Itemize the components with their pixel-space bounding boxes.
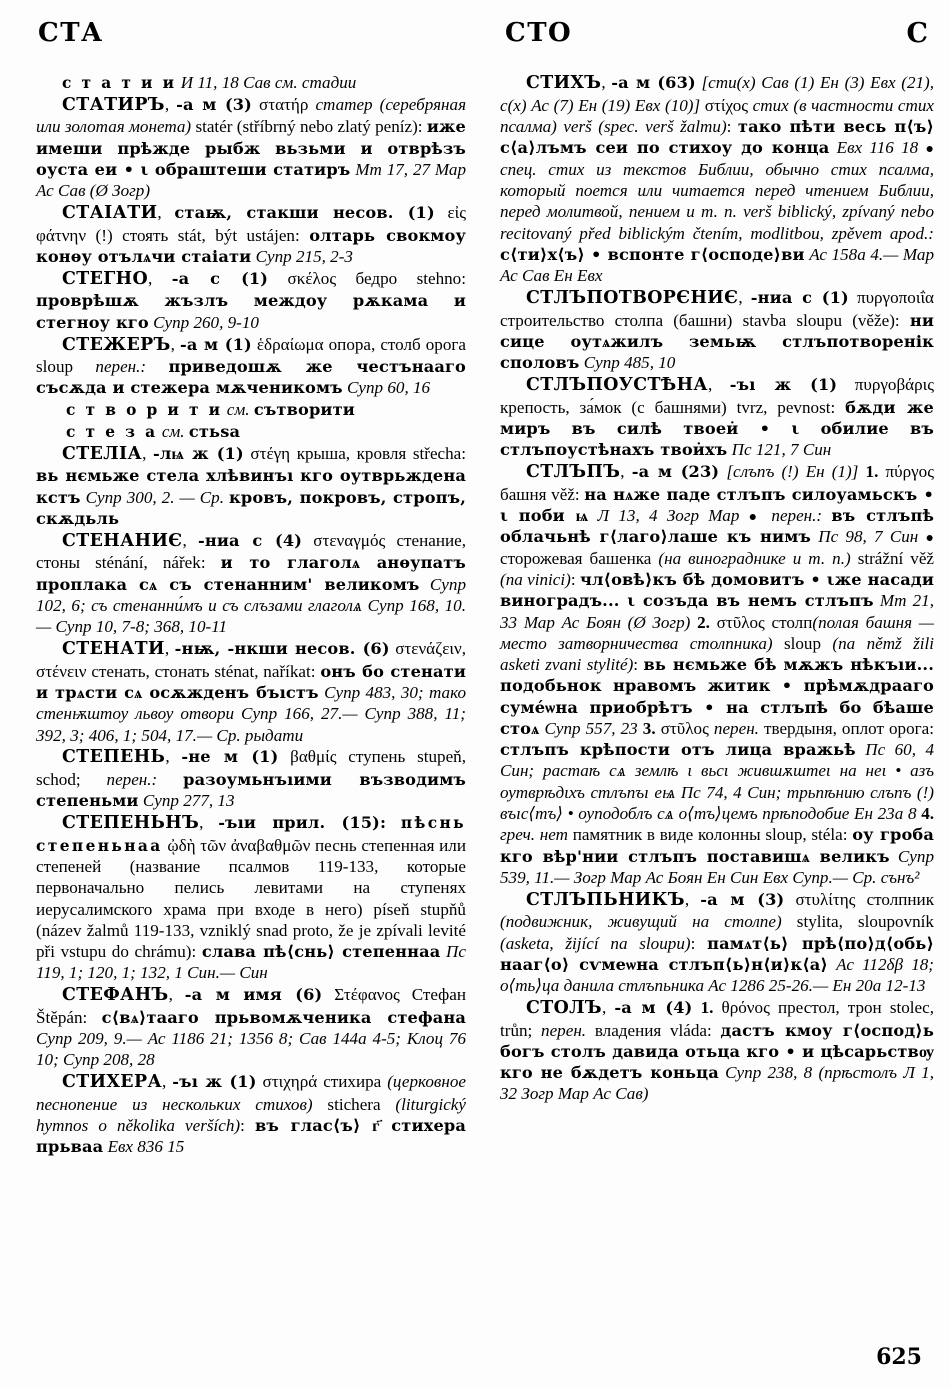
russian-gloss-head: столпник — [866, 889, 935, 909]
citation: слава пѣ⟨снь⟩ степеннаа — [201, 942, 441, 962]
czech-gloss-head: stichera — [327, 1094, 381, 1114]
sense2-source: Супр 557, 23 — [544, 718, 638, 738]
sense1b-citation: въ стлъпѣ облачьнѣ г⟨лаго⟩лаше къ нимъ — [500, 505, 934, 547]
citation: тако пѣти весь п⟨ъ⟩с⟨а⟩лъмъ сеи по стихоу до конца — [500, 116, 935, 158]
entry-stenati: СТЕНАТИ, -нѭ, -нкши несов. (6) στενάζειν, στένειν стенать, стонать sténat, naříkat: онъ бо стенати и трѧсти сѧ осѫжденъ бъıстъ Супр 483, 30; тако стенѭштоу львоу отвори Супр 166, 27.— Супр 388, 11; 392, 3; 406, 1; 504, 17.— Ср. рыдати — [36, 639, 466, 745]
headword: СТИХЪ — [526, 73, 602, 93]
czech-gloss-paren: (asketa, žijící na sloupu) — [500, 933, 691, 953]
headword: СТОЛЪ — [526, 997, 602, 1018]
sense1c-czech: strážní věž — [857, 548, 935, 568]
czech-gloss: píseň stupňů (název žalmů 119-133, vzniklý snad proto, že je zpívali levité při vstupu do chrámu) — [36, 899, 466, 962]
sense4-czech: sloup, stéla — [765, 825, 843, 845]
sense2-citation: с⟨ти⟩х⟨ъ⟩ • вспонте г⟨осподе⟩ви — [500, 244, 805, 264]
grammar: -а м (3) — [176, 94, 252, 114]
grammar: -а м имя (6) — [184, 985, 323, 1005]
czech-gloss: sténání, nářek — [95, 553, 201, 573]
source-ref: Супр 102, 6; съ стенанни́мъ и съ слъзами глаголѧ Супр 168, 10.— Супр 10, 7-8; 368, 10-11 — [36, 574, 466, 637]
russian-gloss-head: стихира — [323, 1072, 382, 1092]
usage-note: перен.: — [95, 357, 147, 377]
headword: СТЕЛІА — [62, 443, 143, 464]
grammar: -лѩ ж (1) — [152, 443, 244, 463]
sense2-russian-head: столп — [771, 612, 813, 632]
right-column — [500, 72, 934, 1105]
greek-equivalent: στιχηρά — [262, 1072, 318, 1092]
citation: с⟨вѧ⟩тааго прьвомѫченика стефана — [101, 1007, 466, 1027]
variant-forms: [сти(х) Сав (1) Ен (3) Евх (21), с(х) Ас (7) Ен (19) Евх (10)] — [500, 73, 935, 115]
entry-stlbpb: СТЛЪПЪ, -а м (23) [слъпъ (!) Ен (1)] 1. πύργος башня věž: на нѧже паде стлъпъ силоуамьскъ • ι поби ѩ Л 13, 4 Зогр Мар ● перен.: въ стлъпѣ облачьнѣ г⟨лаго⟩лаше къ нимъ Пс 98, 7 Син ● сторожевая башенка (на винограднике и т. п.) strážní věž (na vinici): чл⟨овѣ⟩къ бѣ домовитъ • ιже насади виноградъ... ι созъда въ немъ стлъпъ Мт 21, 33 Мар Ас Боян (Ø Зогр) 2. στῦλος столп(полая башня — место затворничества столпника) sloup (na němž žili asketi zvani stylité): вь нємьже бѣ мѫжъ нѣкъıи... подобьнок нравомъ житик • прѣмѫдрааго суме́ѡна приобрѣтъ • на стлъпѣ бо бѣаше стоѧ Супр 557, 23 3. στῦλος перен. твердыня, оплот орога: стлъпъ крѣпости отъ лица вражьѣ Пс 60, 4 Син; растаѣ сѧ землѣ ι вьсι жившѫштеι на неι • азъ оутврѣдιхъ стлъпъı еѩ Пс 74, 4 Син; трьпѣнию слъпъ (!) въıс⟨тъ⟩ • оуподоблъ сѧ о⟨тъ⟩цемъ прѣподобие Ен 23а 8 4. греч. нет памятник в виде колонны sloup, stéla: оу гроба кго вѣр'нии стлъпъ поставишѧ великъ Супр 539, 11.— Зогр Мар Ас Боян Ен Син Евх Супр.— Ср. сънъ² — [500, 461, 934, 888]
headword: СТИХЕРА — [62, 1072, 163, 1093]
source-ref: Мт 17, 27 Мар Ас Сав (Ø Зогр) — [36, 160, 466, 201]
source-ref: Пс 121, 7 Син — [731, 440, 832, 460]
headword: СТЕПЕНЬ — [62, 747, 166, 768]
entry-stihera: СТИХЕРА, -ъı ж (1) στιχηρά стихира (церковное песнопение из нескольких стихов) stichera (liturgický hymnos o několika verších): въ глас⟨ъ⟩ г҃ стихера прьваа Евх 836 15 — [36, 1072, 466, 1157]
compare-ref: — Ср. — [179, 487, 224, 507]
czech-gloss: stupeň, schod — [36, 747, 466, 789]
russian-gloss: Стефан — [411, 985, 466, 1005]
greek-equivalent: ᾠδὴ τῶν ἀναβαθμῶν — [167, 835, 311, 855]
sense1c-source: Мт 21, 33 Мар Ас Боян (Ø Зогр) — [500, 591, 934, 632]
entry-stenanije: СТЕНАНИЄ, -ниа с (4) στεναγμός стенание, стоны sténání, nářek: и то глаголѧ анѳупатъ проплака сѧ съ стенанним' великомъ Супр 102, 6; съ стенанни́мъ и съ слъзами глаголѧ Супр 168, 10.— Супр 10, 7-8; 368, 10-11 — [36, 530, 466, 637]
sense1-citation: на нѧже паде стлъпъ силоуамьскъ • ι поби ѩ — [500, 484, 934, 525]
czech-gloss: střecha — [412, 443, 462, 463]
greek-equivalent: στυλίτης — [795, 889, 856, 909]
sense1c-czech-paren: (na vinici) — [500, 569, 571, 589]
citation: вь нємьже стела хлѣвинъı кго оутврьждена кстъ — [36, 466, 466, 507]
czech-gloss-paren: (liturgický hymnos o několika verších) — [36, 1094, 466, 1136]
russian-gloss-paren: (подвижник, живущий на столпе) — [500, 912, 782, 932]
entry-staiati: СТАІАТИ, стаѭ, стакши несов. (1) εἰς φάτνην (!) стоять stát, být ustájen: олтарь свокмоу конѳу отълѧчи стаіати Супр 215, 2-3 — [36, 203, 467, 266]
citation: дастъ кмоу г⟨оспод⟩ь богъ столъ давида отьца кго • и цѣсарьствѹ кго не бѫдетъ коньца — [500, 1020, 934, 1083]
sense-number-1: 1. — [700, 997, 714, 1017]
russian-gloss: стих (в частности стих псалма) — [500, 95, 934, 136]
source-ref: Супр 60, 16 — [347, 378, 431, 398]
czech-gloss: stavba sloupu (věže) — [742, 310, 895, 330]
headword: СТЛЪПЪ — [526, 461, 621, 482]
czech-gloss: tvrz, pevnost — [736, 397, 831, 417]
sense3-citation: стлъпъ крѣпости отъ лица вражьѣ — [500, 740, 856, 760]
sense1-czech: věž — [551, 484, 575, 504]
greek-equivalent: ἑδραίωμα — [256, 334, 324, 354]
running-head-letter: С — [906, 18, 928, 49]
russian-gloss: строительство столпа (башни) — [500, 310, 733, 330]
citation: разоумьнъıими възводимъ степеньми — [36, 770, 466, 811]
source-ref: Супр 209, 9.— Ас 1186 21; 1356 8; Сав 144а 4-5; Клоц 76 10; Супр 208, 28 — [36, 1029, 466, 1070]
running-head-right: СТО — [505, 18, 573, 48]
sense2-russian-paren: (полая башня — место затворничества столпника) — [500, 612, 935, 653]
source-ref: Пс 119, 1; 120, 1; 132, 1 Син.— Син — [36, 942, 466, 983]
greek-equivalent: σκέλος — [287, 268, 337, 288]
entry-stlbpoustena: СТЛЪПОУСТѢНА, -ъı ж (1) πυργοβάρις крепость, за́мок (с башнями) tvrz, pevnost: бѫди же миръ въ силѣ твоеи̇ • ι обилие въ стлъпоустѣнахъ твои̇хъ Пс 121, 7 Син — [500, 374, 934, 460]
headword: СТЛЪПЬНИКЪ — [526, 889, 685, 910]
headword: СТЕНАНИЄ — [62, 530, 183, 551]
xref-body: И 11, 18 Сав см. стадии — [180, 73, 357, 92]
russian-gloss: статер (серебряная или золотая монета) — [36, 94, 467, 137]
grammar: -а м (4) — [614, 997, 693, 1017]
russian-gloss: опора, столб орога — [328, 334, 466, 354]
entry-steza — [36, 421, 466, 442]
sense2-citation: вь нємьже бѣ мѫжъ нѣкъıи... подобьнок нравомъ житик • прѣмѫдрааго суме́ѡна приобрѣтъ • на стлъпѣ бо бѣаше стоѧ — [500, 655, 934, 738]
headword-xref: с т а т и и — [62, 74, 177, 92]
grammar: -ниа с (4) — [198, 530, 303, 550]
greek-equivalent: εἰς φάτνην (!) — [36, 203, 467, 245]
citation: приведошѫ же честънааго съсѫда и стежера мѫченикомъ — [36, 357, 466, 398]
entry-stolb: СТОЛЪ, -а м (4) 1. θρόνος престол, трон stolec, trůn; перен. владения vláda: дастъ кмоу г⟨оспод⟩ь богъ столъ давида отьца кго • и цѣсарьствѹ кго не бѫдетъ коньца Супр 238, 8 (прѣстолъ Л 1, 32 Зогр Мар Ас Сав) — [500, 997, 934, 1104]
greek-equivalent: στενάζειν, στένειν — [36, 639, 466, 681]
greek-equivalent: στίχος — [704, 95, 749, 115]
grammar: -не м (1) — [181, 747, 279, 767]
russian-gloss: крыша, кровля — [296, 443, 407, 463]
greek-equivalent: Στέφανος — [334, 985, 400, 1005]
sense4-russian: памятник в виде колонны — [572, 825, 761, 845]
ocs-phrase: пѣснь степеньнаа — [36, 814, 466, 855]
page-number: 625 — [876, 1344, 922, 1370]
citation: олтарь свокмоу конѳу отълѧчи стаіати — [36, 225, 466, 266]
entry-stepenb: СТЕПЕНЬ, -не м (1) βαθμίς ступень stupeň, schod; перен.: разоумьнъıими възводимъ степеньми Супр 277, 13 — [36, 747, 466, 811]
grammar: -ъı ж (1) — [729, 374, 838, 394]
sense2-source-ref: Ас 158а 4.— Мар Ас Сав Ен Евх — [500, 244, 934, 286]
grammar: -ъı ж (1) — [172, 1072, 257, 1092]
greek-equivalent: θρόνος — [721, 997, 770, 1017]
greek-equivalent: στεναγμός — [313, 530, 386, 550]
sense-bullet-icon — [926, 527, 934, 546]
sense4-greek-note: греч. нет — [500, 825, 568, 845]
sense-number-4: 4. — [921, 804, 935, 824]
entry-stlbpbnikb: СТЛЪПЬНИКЪ, -а м (3) στυλίτης столпник (подвижник, живущий на столпе) stylita, sloupovník (asketa, žijící na sloupu): памѧт⟨ь⟩ прѣ⟨по⟩д⟨обь⟩нааг⟨о⟩ сѵмеѡна стлъп⟨ь⟩н⟨и⟩к⟨а⟩ Ас 112δβ 18; о⟨ть⟩ца данила стлъпьника Ас 1286 25-26.— Ен 20а 12-13 — [500, 889, 935, 996]
usage-gloss: владения vláda — [594, 1020, 707, 1040]
running-head-left: СТА — [38, 18, 104, 48]
source-ref: Супр 485, 10 — [583, 353, 676, 373]
headword: СТЕГНО — [62, 268, 149, 289]
czech-gloss: stát, být ustájen — [177, 225, 295, 245]
czech-gloss: sténat, naříkat — [214, 661, 311, 681]
citation: въ глас⟨ъ⟩ г҃ стихера прьваа — [36, 1116, 466, 1157]
czech-gloss: stehno — [416, 268, 462, 288]
grammar: -ниа с (1) — [750, 287, 849, 307]
russian-gloss-paren: (церковное песнопение из нескольких стихов) — [36, 1072, 466, 1114]
sense2-czech-paren: (na němž žili asketi zvani stylité) — [500, 633, 934, 675]
russian-gloss: ступень — [348, 747, 406, 767]
sense1b-source: Пс 98, 7 Син — [818, 527, 919, 547]
headword: СТЛЪПОТВОРЄНИЄ — [526, 287, 739, 308]
usage-note: перен.: — [106, 770, 158, 789]
sense3-note: перен. — [713, 718, 759, 738]
russian-gloss: песнь степенная или степеней (название псалмов 119-133, которые первоначально пелись левитами на ступенях иерусалимского храма при входе в него) — [36, 835, 466, 919]
variant-forms: [слъпъ (!) Ен (1)] — [726, 461, 859, 481]
sense-bullet-icon — [749, 506, 762, 525]
usage-note: перен. — [541, 1020, 587, 1040]
grammar: -нѭ, -нкши несов. (6) — [174, 639, 390, 659]
grammar: -а с (1) — [171, 268, 269, 288]
czech-gloss: verš (spec. verš žalmu) — [563, 116, 727, 136]
source-ref: Супр 260, 9-10 — [153, 312, 259, 332]
headword-xref: с т в о р и т и — [66, 401, 223, 420]
sense1c-russian-paren: (на винограднике и т. п.) — [658, 548, 851, 568]
xref-see: см. — [226, 400, 250, 420]
sense1-source: Л 13, 4 Зогр Мар — [597, 505, 740, 525]
sense1c-citation: чл⟨овѣ⟩къ бѣ домовитъ • ιже насади виноградъ... ι созъда въ немъ стлъпъ — [500, 569, 934, 611]
sense2-czech-gloss: verš biblický, zpívaný nebo recitovaný před biblickým čtením, modlitbou, zpěvem apod.: — [500, 202, 935, 243]
greek-equivalent: πυργοποιΐα — [856, 287, 934, 307]
greek-equivalent: στέγη — [250, 443, 291, 463]
entry-statii — [36, 72, 466, 93]
source-ref: Супр 300, 2. — [85, 487, 175, 507]
entry-stelia: СТЕЛІА, -лѩ ж (1) στέγη крыша, кровля střecha: вь нємьже стела хлѣвинъı кго оутврьждена кстъ Супр 300, 2. — Ср. кровъ, покровъ, стропъ, скѫдьль — [36, 443, 467, 528]
sense4-citation: оу гроба кго вѣр'нии стлъпъ поставишѧ великъ — [500, 825, 935, 866]
grammar: -а м (3) — [700, 889, 785, 909]
entry-stihb: СТИХЪ, -а м (63) [сти(х) Сав (1) Ен (3) Евх (21), с(х) Ас (7) Ен (19) Евх (10)] στίχος стих (в частности стих псалма) verš (spec. verš žalmu): тако пѣти весь п⟨ъ⟩с⟨а⟩лъмъ сеи по стихоу до конца Евх 116 18 ● спец. стих из текстов Библии, обычно стих псалма, который поется или читается перед чтением Библии, перед молитвой, пением и т. п. verš biblický, zpívaný nebo recitovaný před biblickým čtením, modlitbou, zpěvem apod.: с⟨ти⟩х⟨ъ⟩ • вспонте г⟨осподе⟩ви Ас 158а 4.— Мар Ас Сав Ен Евх — [500, 72, 934, 286]
source-ref: Евх 836 15 — [107, 1137, 185, 1157]
greek-equivalent: πυργοβάρις — [854, 374, 934, 394]
headword: СТЛЪПОУСТѢНА — [526, 374, 708, 395]
headword: СТЕЖЕРЪ — [62, 334, 171, 355]
source-ref: Евх 116 18 — [836, 138, 919, 158]
russian-gloss: стенание, стоны — [36, 530, 466, 573]
sense2-russian-gloss: спец. стих из текстов Библии, обычно стих псалма, который поется или читается перед чтением Библии, перед молитвой, пением и т. п. — [500, 159, 934, 222]
czech-gloss-head: stylita, sloupovník — [796, 912, 934, 932]
citation: онъ бо стенати и трѧсти сѧ осѫжденъ бъıстъ — [36, 661, 466, 702]
citation: иже имеши прѣжде рыбж вьзьми и отврѣзъ оуста еи • ι обраштеши статиръ — [36, 117, 466, 179]
entry-statirb: СТАТИРЪ, -а м (3) στατήρ статер (серебряная или золотая монета) statér (stříbrný nebo zlatý peníz): иже имеши прѣжде рыбж вьзьми и отврѣзъ оуста еи • ι обраштеши статиръ Мт 17, 27 Мар Ас Сав (Ø Зогр) — [36, 94, 467, 201]
entry-stepenbnb: СТЕПЕНЬНЪ, -ъıи прил. (15): пѣснь степеньнаа ᾠδὴ τῶν ἀναβαθμῶν песнь степенная или степеней (название псалмов 119-133, которые первоначально пелись левитами на ступенях иерусалимского храма при входе в него) píseň stupňů (název žalmů 119-133, vzniklý snad proto, že je zpívali levité při vstupu do chrámu): слава пѣ⟨снь⟩ степеннаа Пс 119, 1; 120, 1; 132, 1 Син.— Син — [36, 813, 466, 983]
headword: СТЕПЕНЬНЪ — [62, 813, 200, 834]
sense3-source: Пс 60, 4 Син; растаѣ сѧ землѣ ι вьсι жившѫштеι на неι • азъ оутврѣдιхъ стлъпъı еѩ Пс 74, 4 Син; трьпѣнию слъпъ (!) въıс⟨тъ⟩ • оуподоблъ сѧ о⟨тъ⟩цемъ прѣподобие Ен 23а 8 — [500, 740, 934, 824]
czech-gloss: stolec, trůn — [500, 997, 934, 1040]
source-ref: Ас 112δβ 18; о⟨ть⟩ца данила стлъпьника Ас 1286 25-26.— Ен 20а 12-13 — [500, 954, 934, 996]
czech-gloss: sloup — [36, 357, 74, 377]
headword: СТЕФАНЪ — [62, 985, 169, 1006]
russian-gloss: стенать, стонать — [91, 661, 210, 681]
czech-gloss: statér (stříbrný nebo zlatý peníz) — [195, 117, 418, 137]
sense2-czech-head: sloup — [783, 633, 822, 653]
source-ref: Супр 483, 30; тако стенѭштоу львоу отвори Супр 166, 27.— Супр 388, 11; 392, 3; 406, 1; 504, 17.— Ср. рыдати — [36, 683, 466, 745]
sense1-russian: башня — [500, 484, 547, 504]
source-ref: Супр 238, 8 (прѣстолъ Л 1, 32 Зогр Мар Ас Сав) — [500, 1063, 934, 1104]
citation: проврѣшѫ жъзлъ междоу рѫкама и стегноу кго — [36, 291, 466, 332]
entry-stvoriti — [36, 399, 466, 420]
grammar: -а м (63) — [611, 73, 696, 92]
source-ref: Супр 277, 13 — [142, 791, 235, 811]
sense-number-1: 1. — [865, 461, 879, 481]
sense-bullet-icon — [926, 138, 934, 157]
grammar: стаѭ, стакши несов. (1) — [174, 203, 435, 223]
text-columns — [0, 72, 950, 1342]
citation: и то глаголѧ анѳупатъ проплака сѧ съ стенанним' великомъ — [36, 553, 466, 594]
sense3-russian: твердыня, оплот орога — [764, 718, 930, 738]
xref-target: сътворити — [253, 400, 355, 420]
sense4-source: Супр 539, 11.— Зогр Мар Ас Боян Ен Син Евх Супр.— Ср. сънъ² — [500, 846, 934, 887]
entry-stefanb: СТЕФАНЪ, -а м имя (6) Στέφανος Стефан Štěpán: с⟨вѧ⟩тааго прьвомѫченика стефана Супр 209, 9.— Ас 1186 21; 1356 8; Сав 144а 4-5; Клоц 76 10; Супр 208, 28 — [36, 985, 466, 1070]
headword-xref: с т е з а — [66, 423, 158, 441]
sense-number-2: 2. — [697, 612, 710, 632]
citation: бѫди же миръ въ силѣ твоеи̇ • ι обилие въ стлъпоустѣнахъ твои̇хъ — [500, 397, 934, 460]
citation: памѧт⟨ь⟩ прѣ⟨по⟩д⟨обь⟩нааг⟨о⟩ сѵмеѡна стлъп⟨ь⟩н⟨и⟩к⟨а⟩ — [500, 933, 934, 974]
czech-gloss: Štěpán — [36, 1007, 83, 1027]
russian-gloss: бедро — [355, 268, 398, 288]
headword: СТАТИРЪ — [62, 94, 165, 115]
sense2-greek: στῦλος — [716, 612, 765, 632]
headword: СТАІАТИ — [62, 203, 158, 224]
xref-target: стьѕа — [188, 422, 241, 441]
left-column — [36, 72, 466, 1158]
sense1-greek: πύργος — [885, 461, 934, 481]
russian-gloss: престол, трон — [777, 997, 882, 1017]
entry-stezerb: СТЕЖЕРЪ, -а м (1) ἑδραίωμα опора, столб орога sloup перен.: приведошѫ же честънааго съсѫда и стежера мѫченикомъ Супр 60, 16 — [36, 334, 466, 398]
grammar: -а м (1) — [179, 334, 252, 354]
sense-number-3: 3. — [642, 718, 656, 738]
grammar: -ъıи прил. (15): — [218, 813, 387, 833]
sense1c-russian: сторожевая башенка — [500, 548, 652, 568]
greek-equivalent: βαθμίς — [290, 747, 337, 767]
entry-stlbpotvorenije: СТЛЪПОТВОРЄНИЄ, -ниа с (1) πυργοποιΐα строительство столпа (башни) stavba sloupu (věže): ни сице оутѧжилъ земьѭ стлъпотворенік споловъ Супр 485, 10 — [500, 287, 934, 373]
entry-stegno: СТЕГНО, -а с (1) σκέλος бедро stehno: проврѣшѫ жъзлъ междоу рѫкама и стегноу кго Супр 260, 9-10 — [36, 268, 466, 332]
grammar: -а м (23) — [631, 461, 720, 481]
greek-equivalent: στατήρ — [259, 94, 309, 114]
sense3-greek: στῦλος — [660, 718, 709, 738]
xref-see: см. — [161, 422, 185, 441]
russian-gloss: крепость, за́мок (с башнями) — [500, 397, 727, 417]
sense1b-note: перен.: — [771, 505, 823, 525]
russian-gloss: стоять — [122, 225, 169, 245]
compare-words: кровъ, покровъ, стропъ, скѫдьль — [36, 487, 467, 528]
source-ref: Супр 215, 2-3 — [255, 247, 353, 266]
headword: СТЕНАТИ — [62, 639, 165, 660]
citation: ни сице оутѧжилъ земьѭ стлъпотворенік споловъ — [500, 310, 934, 373]
running-head — [0, 20, 950, 62]
